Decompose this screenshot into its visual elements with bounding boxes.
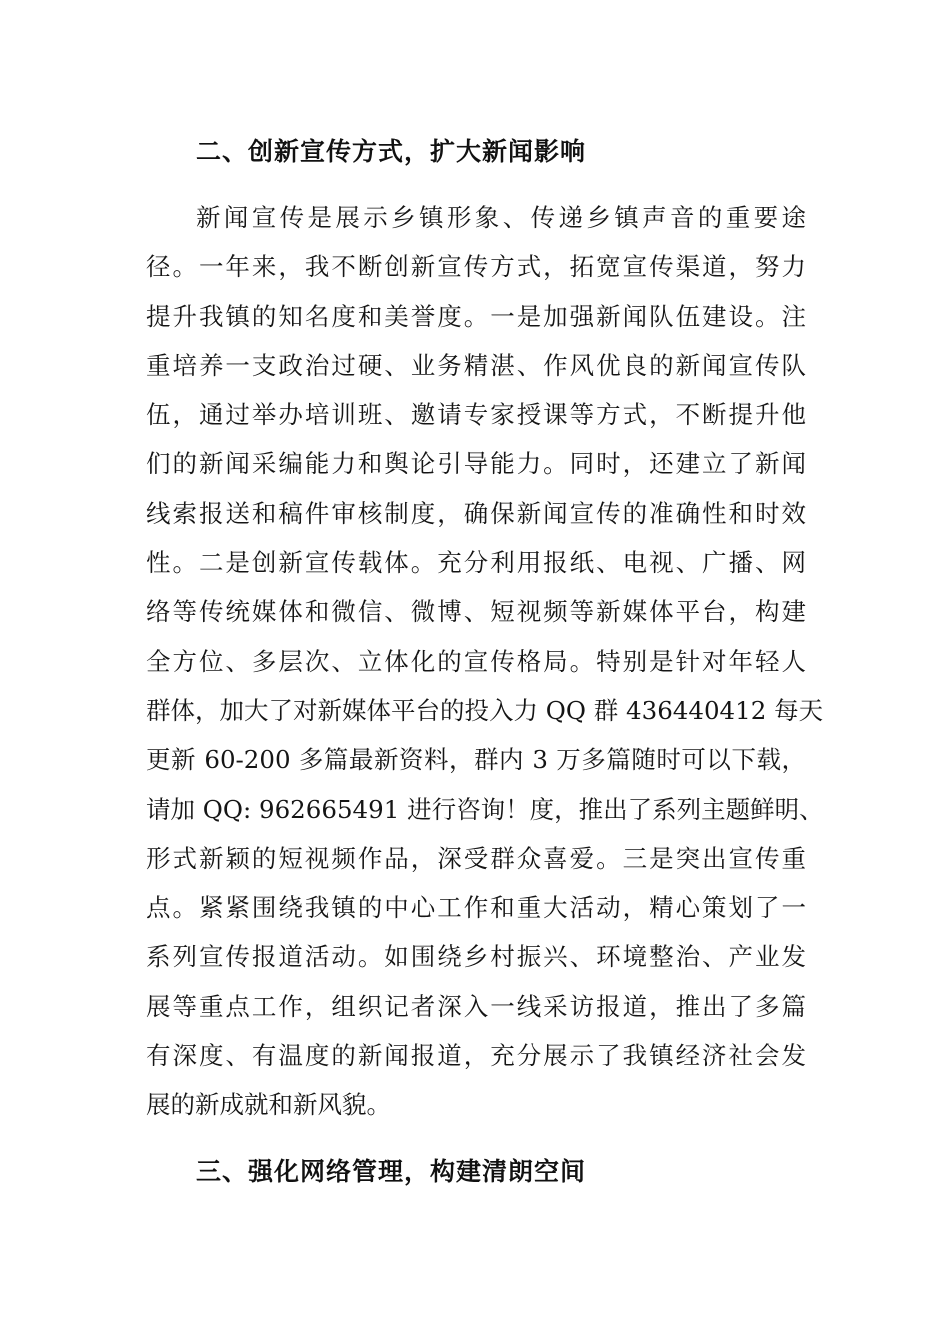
paragraph-line: 展的新成就和新风貌。 [146, 1090, 391, 1120]
paragraph-line: 线索报送和稿件审核制度，确保新闻宣传的准确性和时效 [146, 498, 806, 528]
section-paragraph [146, 193, 824, 1130]
paragraph-line: 性。二是创新宣传载体。充分利用报纸、电视、广播、网 [146, 548, 806, 578]
paragraph-line: 提升我镇的知名度和美誉度。一是加强新闻队伍建设。注 [146, 301, 806, 331]
paragraph-line: 伍，通过举办培训班、邀请专家授课等方式，不断提升他 [146, 400, 806, 430]
paragraph-line: 们的新闻采编能力和舆论引导能力。同时，还建立了新闻 [146, 449, 806, 479]
paragraph-line: 径。一年来，我不断创新宣传方式，拓宽宣传渠道，努力 [146, 252, 806, 282]
paragraph-line: 重培养一支政治过硬、业务精湛、作风优良的新闻宣传队 [146, 350, 806, 380]
paragraph-line: 全方位、多层次、立体化的宣传格局。特别是针对年轻人 [146, 646, 806, 676]
paragraph-line: 有深度、有温度的新闻报道，充分展示了我镇经济社会发 [146, 1041, 806, 1071]
paragraph-line: 更新 60-200 多篇最新资料，群内 3 万多篇随时可以下载， [146, 745, 806, 775]
paragraph-line: 络等传统媒体和微信、微博、短视频等新媒体平台，构建 [146, 597, 806, 627]
paragraph-line: 群体，加大了对新媒体平台的投入力 QQ 群 436440412 每天 [146, 695, 824, 725]
paragraph-line: 形式新颖的短视频作品，深受群众喜爱。三是突出宣传重 [146, 843, 806, 873]
paragraph-line: 展等重点工作，组织记者深入一线采访报道，推出了多篇 [146, 991, 806, 1021]
paragraph-line: 点。紧紧围绕我镇的中心工作和重大活动，精心策划了一 [146, 893, 806, 923]
paragraph-line: 请加 QQ: 962665491 进行咨询！度，推出了系列主题鲜明、 [146, 794, 824, 824]
section-heading-2: 二、创新宣传方式，扩大新闻影响 [196, 137, 587, 166]
section-heading-3: 三、强化网络管理，构建清朗空间 [196, 1157, 587, 1186]
paragraph-line: 新闻宣传是展示乡镇形象、传递乡镇声音的重要途 [196, 203, 806, 232]
paragraph-line: 系列宣传报道活动。如围绕乡村振兴、环境整治、产业发 [146, 942, 806, 972]
